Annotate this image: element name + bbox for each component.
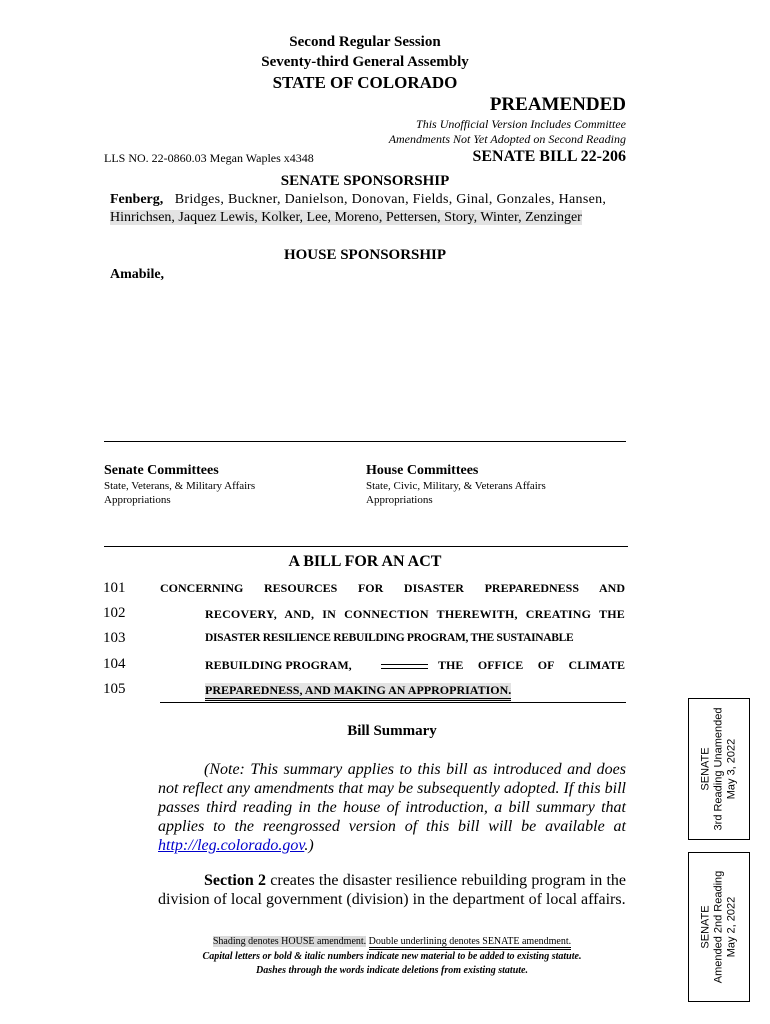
unofficial-note-line2: Amendments Not Yet Adopted on Second Reading — [388, 132, 626, 146]
bill-title-line-amended: PREPAREDNESS, AND MAKING AN APPROPRIATION. — [205, 683, 511, 701]
house-committees-heading: House Committees — [366, 463, 479, 478]
bill-title-line: DISASTER RESILIENCE REBUILDING PROGRAM, THE SUSTAINABLE — [205, 632, 574, 644]
lls-number: LLS NO. 22-0860.03 Megan Waples x4348 — [104, 151, 314, 165]
summary-note-text: (Note: This summary applies to this bill as introduced and does not reflect any amendments that may be subsequently adopted. If this bill passes third reading in the house of introduction, a bill summary that applies to the reengrossed version of this bill will be available at — [158, 761, 626, 835]
footer-legend-line1 — [104, 936, 680, 947]
senate-sponsors-shaded: Hinrichsen, Jaquez Lewis, Kolker, Lee, Moreno, Pettersen, Story, Winter, Zenzinger — [110, 210, 582, 225]
house-lead-sponsor: Amabile, — [110, 267, 165, 282]
house-amendment-legend: Shading denotes HOUSE amendment. — [212, 936, 367, 947]
divider — [104, 546, 628, 547]
bill-title-line: REBUILDING PROGRAM, — [205, 658, 352, 672]
stamp-action: 3rd Reading Unamended — [712, 707, 725, 831]
stamp-text — [700, 871, 739, 984]
section-label: Section 2 — [204, 872, 267, 889]
senate-committees-heading: Senate Committees — [104, 463, 219, 478]
section-text: creates the disaster resilience rebuilding program in the division of local government (division) in the department of local affairs. — [158, 872, 627, 908]
session-title: Second Regular Session — [289, 34, 441, 50]
bill-summary-heading: Bill Summary — [347, 723, 437, 739]
line-number: 104 — [103, 656, 126, 672]
senate-third-reading-stamp — [688, 698, 750, 840]
divider — [104, 441, 626, 442]
leg-colorado-link[interactable]: http://leg.colorado.gov — [158, 837, 305, 854]
stamp-chamber: SENATE — [699, 905, 712, 949]
divider — [160, 702, 626, 703]
bill-number: SENATE BILL 22-206 — [472, 148, 626, 165]
bill-title-line: RECOVERY, AND, IN CONNECTION THEREWITH, CREATING THE — [205, 607, 625, 621]
house-committee-1: State, Civic, Military, & Veterans Affairs — [366, 480, 546, 492]
senate-second-reading-stamp — [688, 852, 750, 1002]
state-title: STATE OF COLORADO — [272, 73, 458, 92]
senate-lead-sponsor: Fenberg, — [110, 192, 164, 207]
senate-sponsors: Bridges, Buckner, Danielson, Donovan, Fields, Ginal, Gonzales, Hansen, — [174, 192, 607, 207]
preamended-label: PREAMENDED — [489, 94, 626, 115]
bill-title-line: CONCERNING RESOURCES FOR DISASTER PREPAREDNESS AND — [160, 581, 625, 595]
footer-legend-line3: Dashes through the words indicate deletions from existing statute. — [256, 965, 528, 976]
bill-heading: A BILL FOR AN ACT — [288, 553, 442, 570]
assembly-title: Seventy-third General Assembly — [261, 54, 469, 70]
senate-committee-1: State, Veterans, & Military Affairs — [104, 480, 256, 492]
stamp-chamber: SENATE — [699, 747, 712, 791]
stamp-text — [700, 708, 739, 831]
senate-sponsors-line2 — [110, 210, 582, 226]
house-committee-2: Appropriations — [366, 494, 433, 506]
senate-amendment-legend: Double underlining denotes SENATE amendment. — [369, 936, 571, 950]
summary-section-2 — [158, 871, 626, 909]
house-sponsorship-heading: HOUSE SPONSORSHIP — [283, 247, 447, 263]
senate-sponsors-line1 — [110, 192, 625, 208]
senate-sponsorship-heading: SENATE SPONSORSHIP — [280, 173, 450, 189]
footer-legend-line2: Capital letters or bold & italic numbers indicate new material to be added to existing statute. — [202, 951, 582, 962]
summary-note-end: .) — [304, 837, 314, 854]
summary-note — [158, 760, 626, 855]
line-number: 103 — [103, 630, 126, 646]
bill-title-line: THE OFFICE OF CLIMATE — [438, 658, 625, 672]
line-number: 102 — [103, 605, 126, 621]
stamp-date: May 2, 2022 — [725, 896, 738, 958]
deleted-text-mark — [381, 664, 428, 669]
line-number: 101 — [103, 580, 126, 596]
line-number: 105 — [103, 681, 126, 697]
stamp-action: Amended 2nd Reading — [712, 870, 725, 984]
senate-committee-2: Appropriations — [104, 494, 171, 506]
stamp-date: May 3, 2022 — [725, 738, 738, 800]
unofficial-note-line1: This Unofficial Version Includes Committee — [416, 117, 626, 131]
